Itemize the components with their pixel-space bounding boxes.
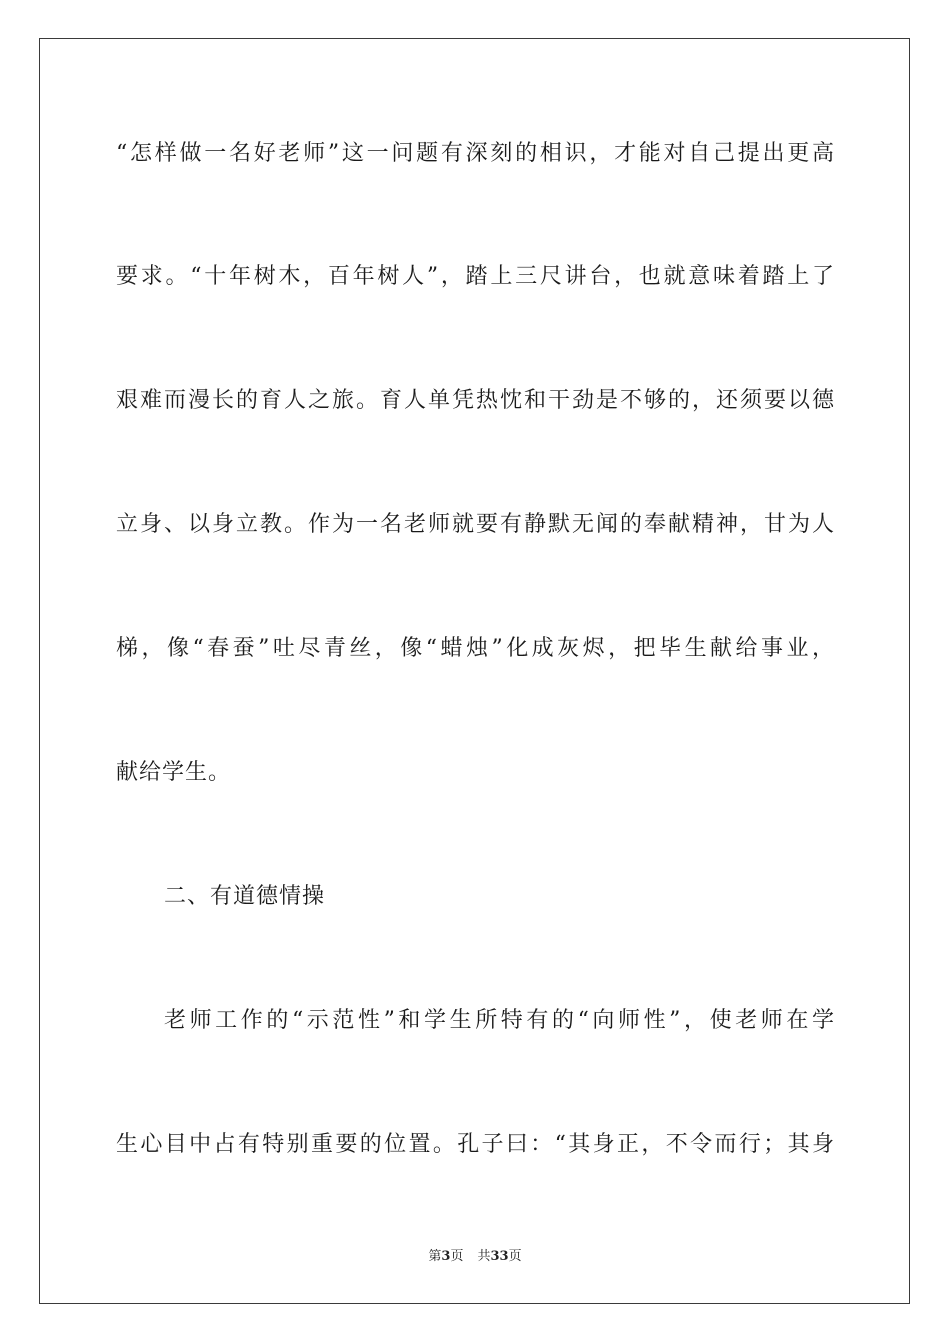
- text-line: 献给学生。: [116, 760, 232, 785]
- total-suffix: 页: [508, 1249, 522, 1264]
- text-line: 老师工作的“示范性”和学生所特有的“向师性”，使老师在学: [164, 1008, 834, 1033]
- text-line: 要求。“十年树木，百年树人”，踏上三尺讲台，也就意味着踏上了: [116, 264, 834, 289]
- total-prefix: 共: [477, 1249, 491, 1264]
- text-line: 艰难而漫长的育人之旅。育人单凭热忱和干劲是不够的，还须要以德: [116, 388, 834, 413]
- page-footer: [0, 1248, 950, 1266]
- page-prefix: 第: [428, 1249, 442, 1264]
- section-heading: 二、有道德情操: [164, 884, 326, 909]
- page-suffix: 页: [450, 1249, 464, 1264]
- current-page-number: 3: [441, 1249, 451, 1264]
- text-line: 立身、以身立教。作为一名老师就要有静默无闻的奉献精神，甘为人: [116, 512, 834, 537]
- text-line: 生心目中占有特别重要的位置。孔子曰：“其身正，不令而行；其身: [116, 1132, 834, 1157]
- text-line: 梯，像“春蚕”吐尽青丝，像“蜡烛”化成灰烬，把毕生献给事业，: [116, 636, 834, 661]
- text-line: “怎样做一名好老师”这一问题有深刻的相识，才能对自己提出更高: [116, 141, 834, 166]
- page-border: [39, 38, 910, 1304]
- total-page-count: 33: [490, 1249, 509, 1264]
